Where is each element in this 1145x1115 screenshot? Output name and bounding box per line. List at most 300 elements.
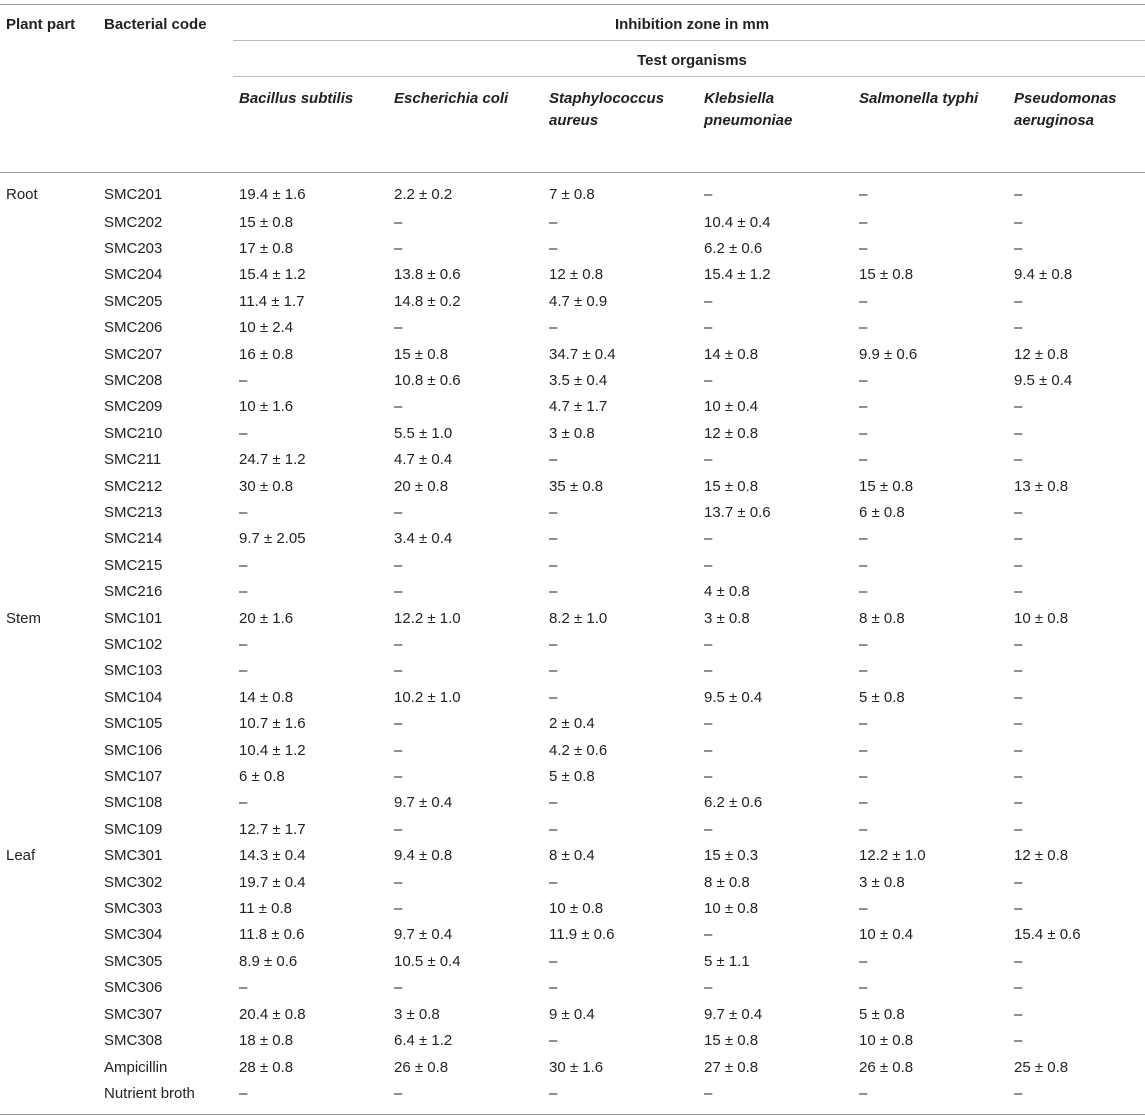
value-cell: 6 ± 0.8 <box>239 768 285 786</box>
value-cell: – <box>394 213 403 231</box>
value-cell: 11.4 ± 1.7 <box>239 292 305 310</box>
table-row <box>0 922 1145 948</box>
plant-part-cell <box>0 1055 98 1081</box>
value-cell: – <box>704 319 713 337</box>
value-cell: – <box>859 636 868 653</box>
value-cell: 9 ± 0.4 <box>549 1005 595 1023</box>
value-cell: 8.2 ± 1.0 <box>549 609 608 627</box>
value-cell: – <box>1014 1032 1023 1050</box>
value-cell: – <box>1014 820 1023 838</box>
value-cell: – <box>549 636 558 653</box>
plant-part-cell <box>0 262 98 288</box>
value-cell: 3 ± 0.8 <box>394 1005 440 1023</box>
value-cell: – <box>859 768 868 786</box>
value-cell: – <box>859 398 868 416</box>
table-row <box>0 1081 1145 1115</box>
value-cell: – <box>239 979 248 997</box>
value-cell: – <box>1014 768 1023 786</box>
value-cell: 15 ± 0.8 <box>394 345 449 363</box>
table-row <box>0 975 1145 1001</box>
plant-part-cell <box>0 579 98 605</box>
value-cell: – <box>1014 1005 1023 1023</box>
value-cell: 3 ± 0.8 <box>704 609 750 627</box>
value-cell: – <box>1014 451 1023 469</box>
value-cell: 3 ± 0.8 <box>859 873 905 891</box>
bacterial-code-cell: SMC107 <box>104 768 163 786</box>
value-cell: 28 ± 0.8 <box>239 1058 294 1076</box>
value-cell: 9.5 ± 0.4 <box>1014 371 1073 389</box>
value-cell: – <box>394 979 403 997</box>
value-cell: 15 ± 0.8 <box>704 1032 759 1050</box>
value-cell: – <box>239 371 248 389</box>
value-cell: – <box>859 979 868 997</box>
value-cell: – <box>549 213 558 231</box>
bacterial-code-cell: SMC304 <box>104 926 163 944</box>
value-cell: – <box>239 636 248 653</box>
table-row <box>0 790 1145 816</box>
table-row <box>0 579 1145 605</box>
value-cell: 6.2 ± 0.6 <box>704 239 763 257</box>
value-cell: 10 ± 0.8 <box>704 900 759 918</box>
bacterial-code-cell: SMC301 <box>104 847 163 865</box>
value-cell: 9.7 ± 0.4 <box>394 794 453 812</box>
value-cell: – <box>394 398 403 416</box>
table-row <box>0 394 1145 420</box>
value-cell: – <box>1014 873 1023 891</box>
value-cell: – <box>1014 503 1023 521</box>
header-organism: Escherichia coli <box>388 77 543 173</box>
plant-part-cell <box>0 817 98 843</box>
plant-part-cell: Root <box>6 186 38 203</box>
value-cell: – <box>704 451 713 469</box>
value-cell: 25 ± 0.8 <box>1014 1058 1069 1076</box>
value-cell: – <box>1014 741 1023 759</box>
value-cell: – <box>1014 662 1023 680</box>
bacterial-code-cell: Nutrient broth <box>98 1081 233 1115</box>
value-cell: – <box>239 556 248 574</box>
bacterial-code-cell: SMC205 <box>104 292 163 310</box>
value-cell: 14.8 ± 0.2 <box>394 292 461 310</box>
value-cell: – <box>859 530 868 548</box>
table-row <box>0 236 1145 262</box>
value-cell: 12.7 ± 1.7 <box>239 820 306 838</box>
value-cell: 3 ± 0.8 <box>549 424 595 442</box>
header-test-organisms: Test organisms <box>233 41 1145 77</box>
value-cell: 26 ± 0.8 <box>859 1058 914 1076</box>
table-row <box>0 870 1145 896</box>
value-cell: 13 ± 0.8 <box>1014 477 1069 495</box>
plant-part-cell <box>0 922 98 948</box>
value-cell: 4.2 ± 0.6 <box>549 741 608 759</box>
plant-part-cell <box>0 738 98 764</box>
value-cell: 9.4 ± 0.8 <box>394 847 453 865</box>
value-cell: 30 ± 0.8 <box>239 477 294 495</box>
value-cell: 8 ± 0.8 <box>859 609 905 627</box>
value-cell: 19.4 ± 1.6 <box>239 186 306 203</box>
value-cell: – <box>394 503 403 521</box>
plant-part-cell: Leaf <box>6 847 36 865</box>
table-row <box>0 764 1145 790</box>
table-row <box>0 843 1145 869</box>
value-cell: – <box>549 530 558 548</box>
value-cell: – <box>549 873 558 891</box>
value-cell: – <box>859 451 868 469</box>
value-cell: 10 ± 0.8 <box>1014 609 1069 627</box>
plant-part-cell <box>0 368 98 394</box>
value-cell: 15 ± 0.8 <box>859 477 914 495</box>
plant-part-cell <box>0 421 98 447</box>
value-cell: 30 ± 1.6 <box>549 1058 604 1076</box>
value-cell: – <box>859 371 868 389</box>
value-cell: – <box>859 794 868 812</box>
table-row <box>0 289 1145 315</box>
table-row <box>0 500 1145 526</box>
table-row <box>0 526 1145 552</box>
bacterial-code-cell: SMC103 <box>104 662 163 680</box>
bacterial-code-cell: SMC106 <box>104 741 163 759</box>
value-cell: 9.9 ± 0.6 <box>859 345 918 363</box>
value-cell: – <box>859 319 868 337</box>
value-cell: 10.4 ± 1.2 <box>239 741 306 759</box>
value-cell: – <box>704 820 713 838</box>
value-cell: 5 ± 1.1 <box>704 952 750 970</box>
value-cell: – <box>859 715 868 733</box>
table-row <box>0 711 1145 737</box>
value-cell: – <box>704 636 713 653</box>
plant-part-cell <box>0 236 98 262</box>
table-row <box>0 896 1145 922</box>
table-body <box>0 173 1145 1115</box>
table-row <box>0 474 1145 500</box>
plant-part-cell <box>0 394 98 420</box>
value-cell: 8 ± 0.8 <box>704 873 750 891</box>
value-cell: – <box>704 662 713 680</box>
value-cell: – <box>1014 186 1023 203</box>
value-cell: – <box>1014 979 1023 997</box>
table-row <box>0 738 1145 764</box>
plant-part-cell <box>0 711 98 737</box>
value-cell: 10.7 ± 1.6 <box>239 715 306 733</box>
bacterial-code-cell: SMC306 <box>104 979 163 997</box>
value-cell: 5 ± 0.8 <box>859 1005 905 1023</box>
table-row <box>0 210 1145 236</box>
value-cell: – <box>704 530 713 548</box>
bacterial-code-cell: SMC214 <box>104 530 163 548</box>
value-cell: – <box>1014 952 1023 970</box>
value-cell: 10.2 ± 1.0 <box>394 688 461 706</box>
value-cell: 8 ± 0.4 <box>549 847 595 865</box>
header-bacterial-code: Bacterial code <box>98 5 233 41</box>
value-cell: 24.7 ± 1.2 <box>239 451 306 469</box>
value-cell: 13.7 ± 0.6 <box>704 503 771 521</box>
value-cell: – <box>394 239 403 257</box>
value-cell: 12 ± 0.8 <box>1014 847 1069 865</box>
bacterial-code-cell: SMC303 <box>104 900 163 918</box>
value-cell: 2.2 ± 0.2 <box>394 186 453 203</box>
value-cell: 12 ± 0.8 <box>549 266 604 284</box>
bacterial-code-cell: SMC204 <box>104 266 163 284</box>
table-row <box>0 368 1145 394</box>
value-cell: – <box>1014 398 1023 416</box>
value-cell: 15 ± 0.8 <box>704 477 759 495</box>
value-cell: – <box>549 1032 558 1050</box>
value-cell: 11.8 ± 0.6 <box>239 926 305 944</box>
bacterial-code-cell: SMC203 <box>104 239 163 257</box>
header-organism: Pseudomonas aeruginosa <box>1008 77 1145 173</box>
value-cell: – <box>394 556 403 574</box>
plant-part-cell <box>0 658 98 684</box>
value-cell: 14.3 ± 0.4 <box>239 847 306 865</box>
value-cell: – <box>859 952 868 970</box>
value-cell: 4.7 ± 0.4 <box>394 451 453 469</box>
plant-part-cell: Stem <box>6 609 42 627</box>
value-cell: 10 ± 1.6 <box>239 398 294 416</box>
value-cell: 10 ± 2.4 <box>239 319 294 337</box>
plant-part-cell <box>0 896 98 922</box>
value-cell: – <box>394 900 403 918</box>
value-cell: – <box>549 503 558 521</box>
value-cell: 9.7 ± 0.4 <box>704 1005 763 1023</box>
value-cell: – <box>233 1081 388 1115</box>
value-cell: 10 ± 0.8 <box>549 900 604 918</box>
header-inhibition-zone: Inhibition zone in mm <box>233 5 1145 41</box>
value-cell: – <box>859 424 868 442</box>
value-cell: 4 ± 0.8 <box>704 583 750 601</box>
value-cell: – <box>853 1081 1008 1115</box>
plant-part-cell <box>0 289 98 315</box>
value-cell: 12.2 ± 1.0 <box>394 609 461 627</box>
value-cell: – <box>394 873 403 891</box>
value-cell: – <box>704 556 713 574</box>
table-row <box>0 315 1145 341</box>
bacterial-code-cell: SMC307 <box>104 1005 163 1023</box>
plant-part-cell <box>0 474 98 500</box>
value-cell: – <box>1014 715 1023 733</box>
value-cell: 12 ± 0.8 <box>1014 345 1069 363</box>
value-cell: – <box>1014 900 1023 918</box>
value-cell: – <box>549 688 558 706</box>
value-cell: – <box>394 319 403 337</box>
plant-part-cell <box>0 1081 98 1115</box>
plant-part-cell <box>0 553 98 579</box>
value-cell: – <box>859 292 868 310</box>
value-cell: – <box>1014 530 1023 548</box>
value-cell: – <box>704 768 713 786</box>
plant-part-cell <box>0 526 98 552</box>
bacterial-code-cell: SMC213 <box>104 503 163 521</box>
bacterial-code-cell: SMC212 <box>104 477 163 495</box>
value-cell: 10 ± 0.4 <box>859 926 914 944</box>
plant-part-cell <box>0 500 98 526</box>
value-cell: 6.2 ± 0.6 <box>704 794 763 812</box>
table-row <box>0 658 1145 684</box>
value-cell: – <box>859 213 868 231</box>
value-cell: 9.4 ± 0.8 <box>1014 266 1073 284</box>
plant-part-cell <box>0 949 98 975</box>
value-cell: 9.7 ± 2.05 <box>239 530 306 548</box>
bacterial-code-cell: Ampicillin <box>104 1058 168 1076</box>
header-organism: Staphylococcus aureus <box>543 77 698 173</box>
bacterial-code-cell: SMC210 <box>104 424 163 442</box>
value-cell: – <box>549 583 558 601</box>
value-cell: – <box>394 662 403 680</box>
bacterial-code-cell: SMC102 <box>104 636 163 653</box>
value-cell: 35 ± 0.8 <box>549 477 604 495</box>
table-row <box>0 1002 1145 1028</box>
bacterial-code-cell: SMC211 <box>104 451 162 469</box>
header-plant-part: Plant part <box>0 5 98 41</box>
value-cell: – <box>394 741 403 759</box>
table-row <box>0 949 1145 975</box>
value-cell: – <box>549 319 558 337</box>
plant-part-cell <box>0 315 98 341</box>
value-cell: – <box>549 820 558 838</box>
header-organism: Salmonella typhi <box>853 77 1008 173</box>
value-cell: – <box>704 715 713 733</box>
plant-part-cell <box>0 975 98 1001</box>
value-cell: 6.4 ± 1.2 <box>394 1032 453 1050</box>
value-cell: – <box>1014 292 1023 310</box>
bacterial-code-cell: SMC105 <box>104 715 163 733</box>
bacterial-code-cell: SMC206 <box>104 319 163 337</box>
plant-part-cell <box>0 870 98 896</box>
value-cell: – <box>549 239 558 257</box>
bacterial-code-cell: SMC201 <box>104 186 163 203</box>
value-cell: 20.4 ± 0.8 <box>239 1005 306 1023</box>
value-cell: – <box>394 715 403 733</box>
value-cell: – <box>394 768 403 786</box>
bacterial-code-cell: SMC202 <box>104 213 163 231</box>
value-cell: – <box>859 662 868 680</box>
value-cell: – <box>859 583 868 601</box>
value-cell: – <box>394 583 403 601</box>
bacterial-code-cell: SMC101 <box>104 609 163 627</box>
value-cell: 15 ± 0.8 <box>239 213 294 231</box>
value-cell: – <box>859 820 868 838</box>
value-cell: – <box>549 556 558 574</box>
value-cell: 11 ± 0.8 <box>239 900 292 918</box>
table-row <box>0 1055 1145 1081</box>
bacterial-code-cell: SMC302 <box>104 873 163 891</box>
header-organism: Bacillus subtilis <box>233 77 388 173</box>
value-cell: 4.7 ± 0.9 <box>549 292 608 310</box>
bacterial-code-cell: SMC208 <box>104 371 163 389</box>
bacterial-code-cell: SMC209 <box>104 398 163 416</box>
value-cell: – <box>859 741 868 759</box>
value-cell: – <box>704 979 713 997</box>
value-cell: – <box>859 556 868 574</box>
value-cell: – <box>704 741 713 759</box>
value-cell: 13.8 ± 0.6 <box>394 266 461 284</box>
value-cell: 10.8 ± 0.6 <box>394 371 461 389</box>
value-cell: – <box>1014 794 1023 812</box>
value-cell: 3.4 ± 0.4 <box>394 530 453 548</box>
plant-part-cell <box>0 1028 98 1054</box>
value-cell: 15.4 ± 1.2 <box>239 266 306 284</box>
value-cell: 5.5 ± 1.0 <box>394 424 453 442</box>
value-cell: – <box>239 583 248 601</box>
value-cell: 26 ± 0.8 <box>394 1058 449 1076</box>
value-cell: 10.5 ± 0.4 <box>394 952 461 970</box>
value-cell: – <box>704 926 713 944</box>
value-cell: 27 ± 0.8 <box>704 1058 759 1076</box>
value-cell: – <box>549 794 558 812</box>
value-cell: 8.9 ± 0.6 <box>239 952 298 970</box>
value-cell: – <box>239 424 248 442</box>
value-cell: – <box>394 636 403 653</box>
plant-part-cell <box>0 1002 98 1028</box>
value-cell: 34.7 ± 0.4 <box>549 345 616 363</box>
value-cell: 18 ± 0.8 <box>239 1032 294 1050</box>
table-row <box>0 262 1145 288</box>
bacterial-code-cell: SMC308 <box>104 1032 163 1050</box>
plant-part-cell <box>0 447 98 473</box>
value-cell: – <box>388 1081 543 1115</box>
table-row <box>0 817 1145 843</box>
value-cell: – <box>704 186 713 203</box>
value-cell: – <box>1014 239 1023 257</box>
plant-part-cell <box>0 685 98 711</box>
value-cell: – <box>1014 688 1023 706</box>
value-cell: 15 ± 0.8 <box>859 266 914 284</box>
bacterial-code-cell: SMC305 <box>104 952 163 970</box>
inhibition-zone-table <box>0 4 1145 1115</box>
table-row <box>0 685 1145 711</box>
value-cell: – <box>549 451 558 469</box>
bacterial-code-cell: SMC104 <box>104 688 163 706</box>
value-cell: 2 ± 0.4 <box>549 715 595 733</box>
value-cell: 5 ± 0.8 <box>549 768 595 786</box>
value-cell: 10 ± 0.8 <box>859 1032 914 1050</box>
header-organism: Klebsiella pneumoniae <box>698 77 853 173</box>
value-cell: 12.2 ± 1.0 <box>859 847 926 865</box>
bacterial-code-cell: SMC207 <box>104 345 163 363</box>
value-cell: – <box>859 239 868 257</box>
value-cell: – <box>704 371 713 389</box>
plant-part-cell <box>0 210 98 236</box>
table-row <box>0 342 1145 368</box>
value-cell: 3.5 ± 0.4 <box>549 371 608 389</box>
value-cell: 20 ± 1.6 <box>239 609 294 627</box>
table-row <box>0 1028 1145 1054</box>
value-cell: – <box>859 186 868 203</box>
value-cell: 14 ± 0.8 <box>239 688 294 706</box>
plant-part-cell <box>0 632 98 658</box>
table-row <box>0 632 1145 658</box>
value-cell: – <box>704 292 713 310</box>
plant-part-cell <box>0 764 98 790</box>
value-cell: 10 ± 0.4 <box>704 398 759 416</box>
value-cell: 4.7 ± 1.7 <box>549 398 608 416</box>
value-cell: 5 ± 0.8 <box>859 688 905 706</box>
value-cell: – <box>1014 583 1023 601</box>
value-cell: 10.4 ± 0.4 <box>704 213 771 231</box>
value-cell: 11.9 ± 0.6 <box>549 926 615 944</box>
value-cell: – <box>239 662 248 680</box>
value-cell: – <box>698 1081 853 1115</box>
bacterial-code-cell: SMC108 <box>104 794 163 812</box>
table-row <box>0 173 1145 210</box>
value-cell: – <box>549 952 558 970</box>
value-cell: 6 ± 0.8 <box>859 503 905 521</box>
value-cell: – <box>394 820 403 838</box>
value-cell: 12 ± 0.8 <box>704 424 759 442</box>
value-cell: – <box>859 900 868 918</box>
value-cell: 15.4 ± 0.6 <box>1014 926 1081 944</box>
value-cell: – <box>1014 424 1023 442</box>
value-cell: – <box>1014 213 1023 231</box>
value-cell: – <box>1014 556 1023 574</box>
